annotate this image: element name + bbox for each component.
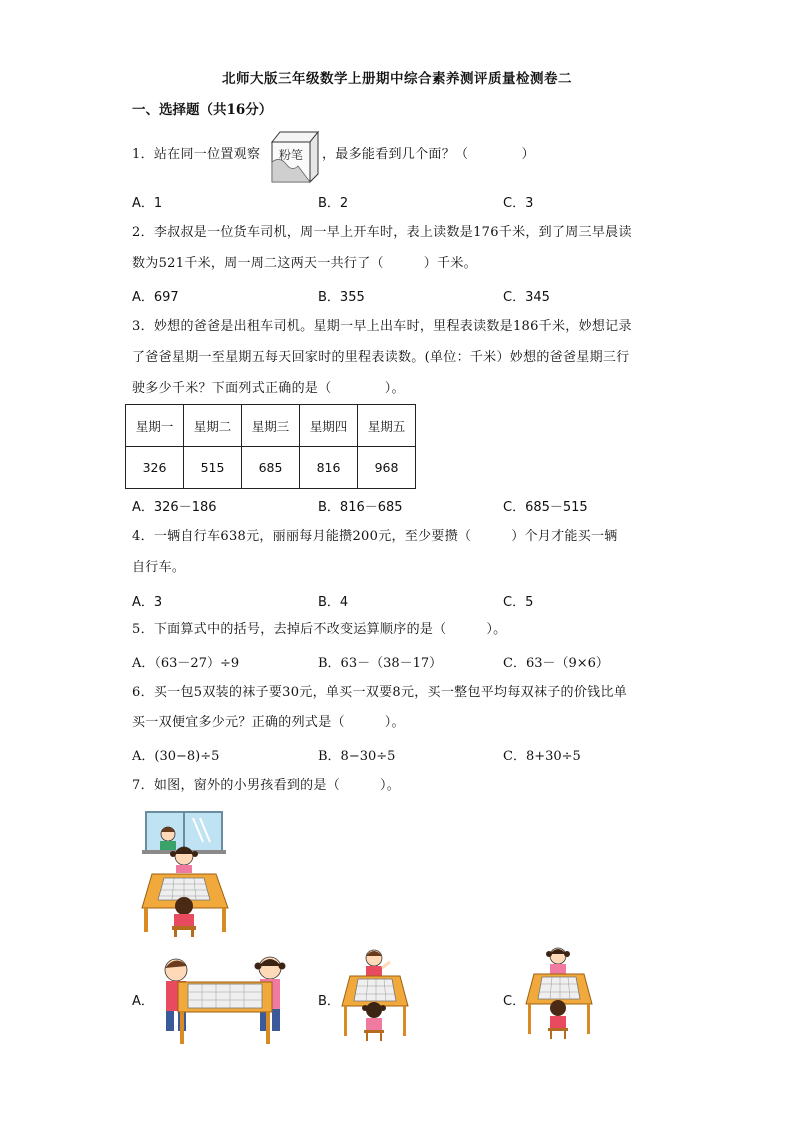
section-heading: 一、选择题（共16分） — [132, 102, 273, 118]
question-4-line-1: 4．一辆自行车638元，丽丽每月能攒200元，至少要攒（ ）个月才能买一辆 — [132, 529, 618, 544]
table-header-row — [126, 405, 416, 447]
table-header-cell: 星期二 — [184, 405, 242, 447]
option-a-image — [156, 950, 290, 1048]
q2-option-a[interactable]: A．697 — [132, 290, 179, 305]
q5-option-a[interactable]: A．（63－27）÷9 — [132, 656, 240, 671]
q7-option-b[interactable]: B． — [318, 994, 340, 1009]
table-header-cell: 星期三 — [242, 405, 300, 447]
table-value-cell: 816 — [300, 447, 358, 489]
question-6-line-2: 买一双便宜多少元？正确的列式是（ ）。 — [132, 715, 405, 730]
option-b-image — [340, 946, 410, 1046]
question-3-line-2: 了爸爸星期一至星期五每天回家时的里程表读数。(单位：千米）妙想的爸爸星期三行 — [132, 350, 630, 365]
table-value-row — [126, 447, 416, 489]
page-title: 北师大版三年级数学上册期中综合素养测评质量检测卷二 — [222, 71, 572, 87]
option-c-image — [524, 944, 594, 1044]
odometer-table — [125, 404, 416, 489]
q3-option-c[interactable]: C．685－515 — [503, 500, 588, 515]
q5-option-c[interactable]: C．63－（9×6） — [503, 656, 609, 671]
question-3-line-1: 3．妙想的爸爸是出租车司机。星期一早上出车时，里程表读数是186千米，妙想记录 — [132, 319, 632, 334]
question-2-line-2: 数为521千米，周一周二这两天一共行了（ ）千米。 — [132, 256, 477, 271]
question-2-line-1: 2．李叔叔是一位货车司机，周一早上开车时，表上读数是176千米，到了周三早晨读 — [132, 225, 632, 240]
q7-option-c[interactable]: C． — [503, 994, 526, 1009]
cube-label: 粉笔 — [278, 148, 304, 162]
question-7-line-1: 7．如图，窗外的小男孩看到的是（ ）。 — [132, 778, 401, 793]
table-header-cell: 星期四 — [300, 405, 358, 447]
table-header-cell: 星期一 — [126, 405, 184, 447]
q5-option-b[interactable]: B．63－（38－17） — [318, 656, 443, 671]
window-scene-image — [138, 810, 232, 938]
q6-option-b[interactable]: B．8−30÷5 — [318, 749, 396, 764]
q2-option-c[interactable]: C．345 — [503, 290, 550, 305]
q6-option-c[interactable]: C．8+30÷5 — [503, 749, 581, 764]
chalk-box-image — [268, 128, 320, 184]
question-4-line-2: 自行车。 — [132, 560, 186, 575]
table-value-cell: 685 — [242, 447, 300, 489]
q1-option-b[interactable]: B．2 — [318, 196, 349, 211]
table-header-cell: 星期五 — [358, 405, 416, 447]
table-value-cell: 968 — [358, 447, 416, 489]
q1-option-c[interactable]: C．3 — [503, 196, 534, 211]
question-6-line-1: 6．买一包5双装的袜子要30元，单买一双要8元，买一整包平均每双袜子的价钱比单 — [132, 685, 628, 700]
question-1-text-before: 1．站在同一位置观察 — [132, 147, 261, 162]
table-value-cell: 515 — [184, 447, 242, 489]
q4-option-b[interactable]: B．4 — [318, 595, 349, 610]
q4-option-c[interactable]: C．5 — [503, 595, 534, 610]
q2-option-b[interactable]: B．355 — [318, 290, 365, 305]
question-1-text-after: ，最多能看到几个面？（ ） — [322, 147, 535, 162]
q6-option-a[interactable]: A．(30−8)÷5 — [132, 749, 220, 764]
q4-option-a[interactable]: A．3 — [132, 595, 163, 610]
question-3-line-3: 驶多少千米？下面列式正确的是（ ）。 — [132, 381, 405, 396]
q3-option-a[interactable]: A．326－186 — [132, 500, 217, 515]
q3-option-b[interactable]: B．816－685 — [318, 500, 403, 515]
question-1 — [132, 146, 260, 164]
q1-option-a[interactable]: A．1 — [132, 196, 163, 211]
question-5-line-1: 5．下面算式中的括号，去掉后不改变运算顺序的是（ ）。 — [132, 622, 507, 637]
q7-option-a[interactable]: A． — [132, 994, 154, 1009]
table-value-cell: 326 — [126, 447, 184, 489]
